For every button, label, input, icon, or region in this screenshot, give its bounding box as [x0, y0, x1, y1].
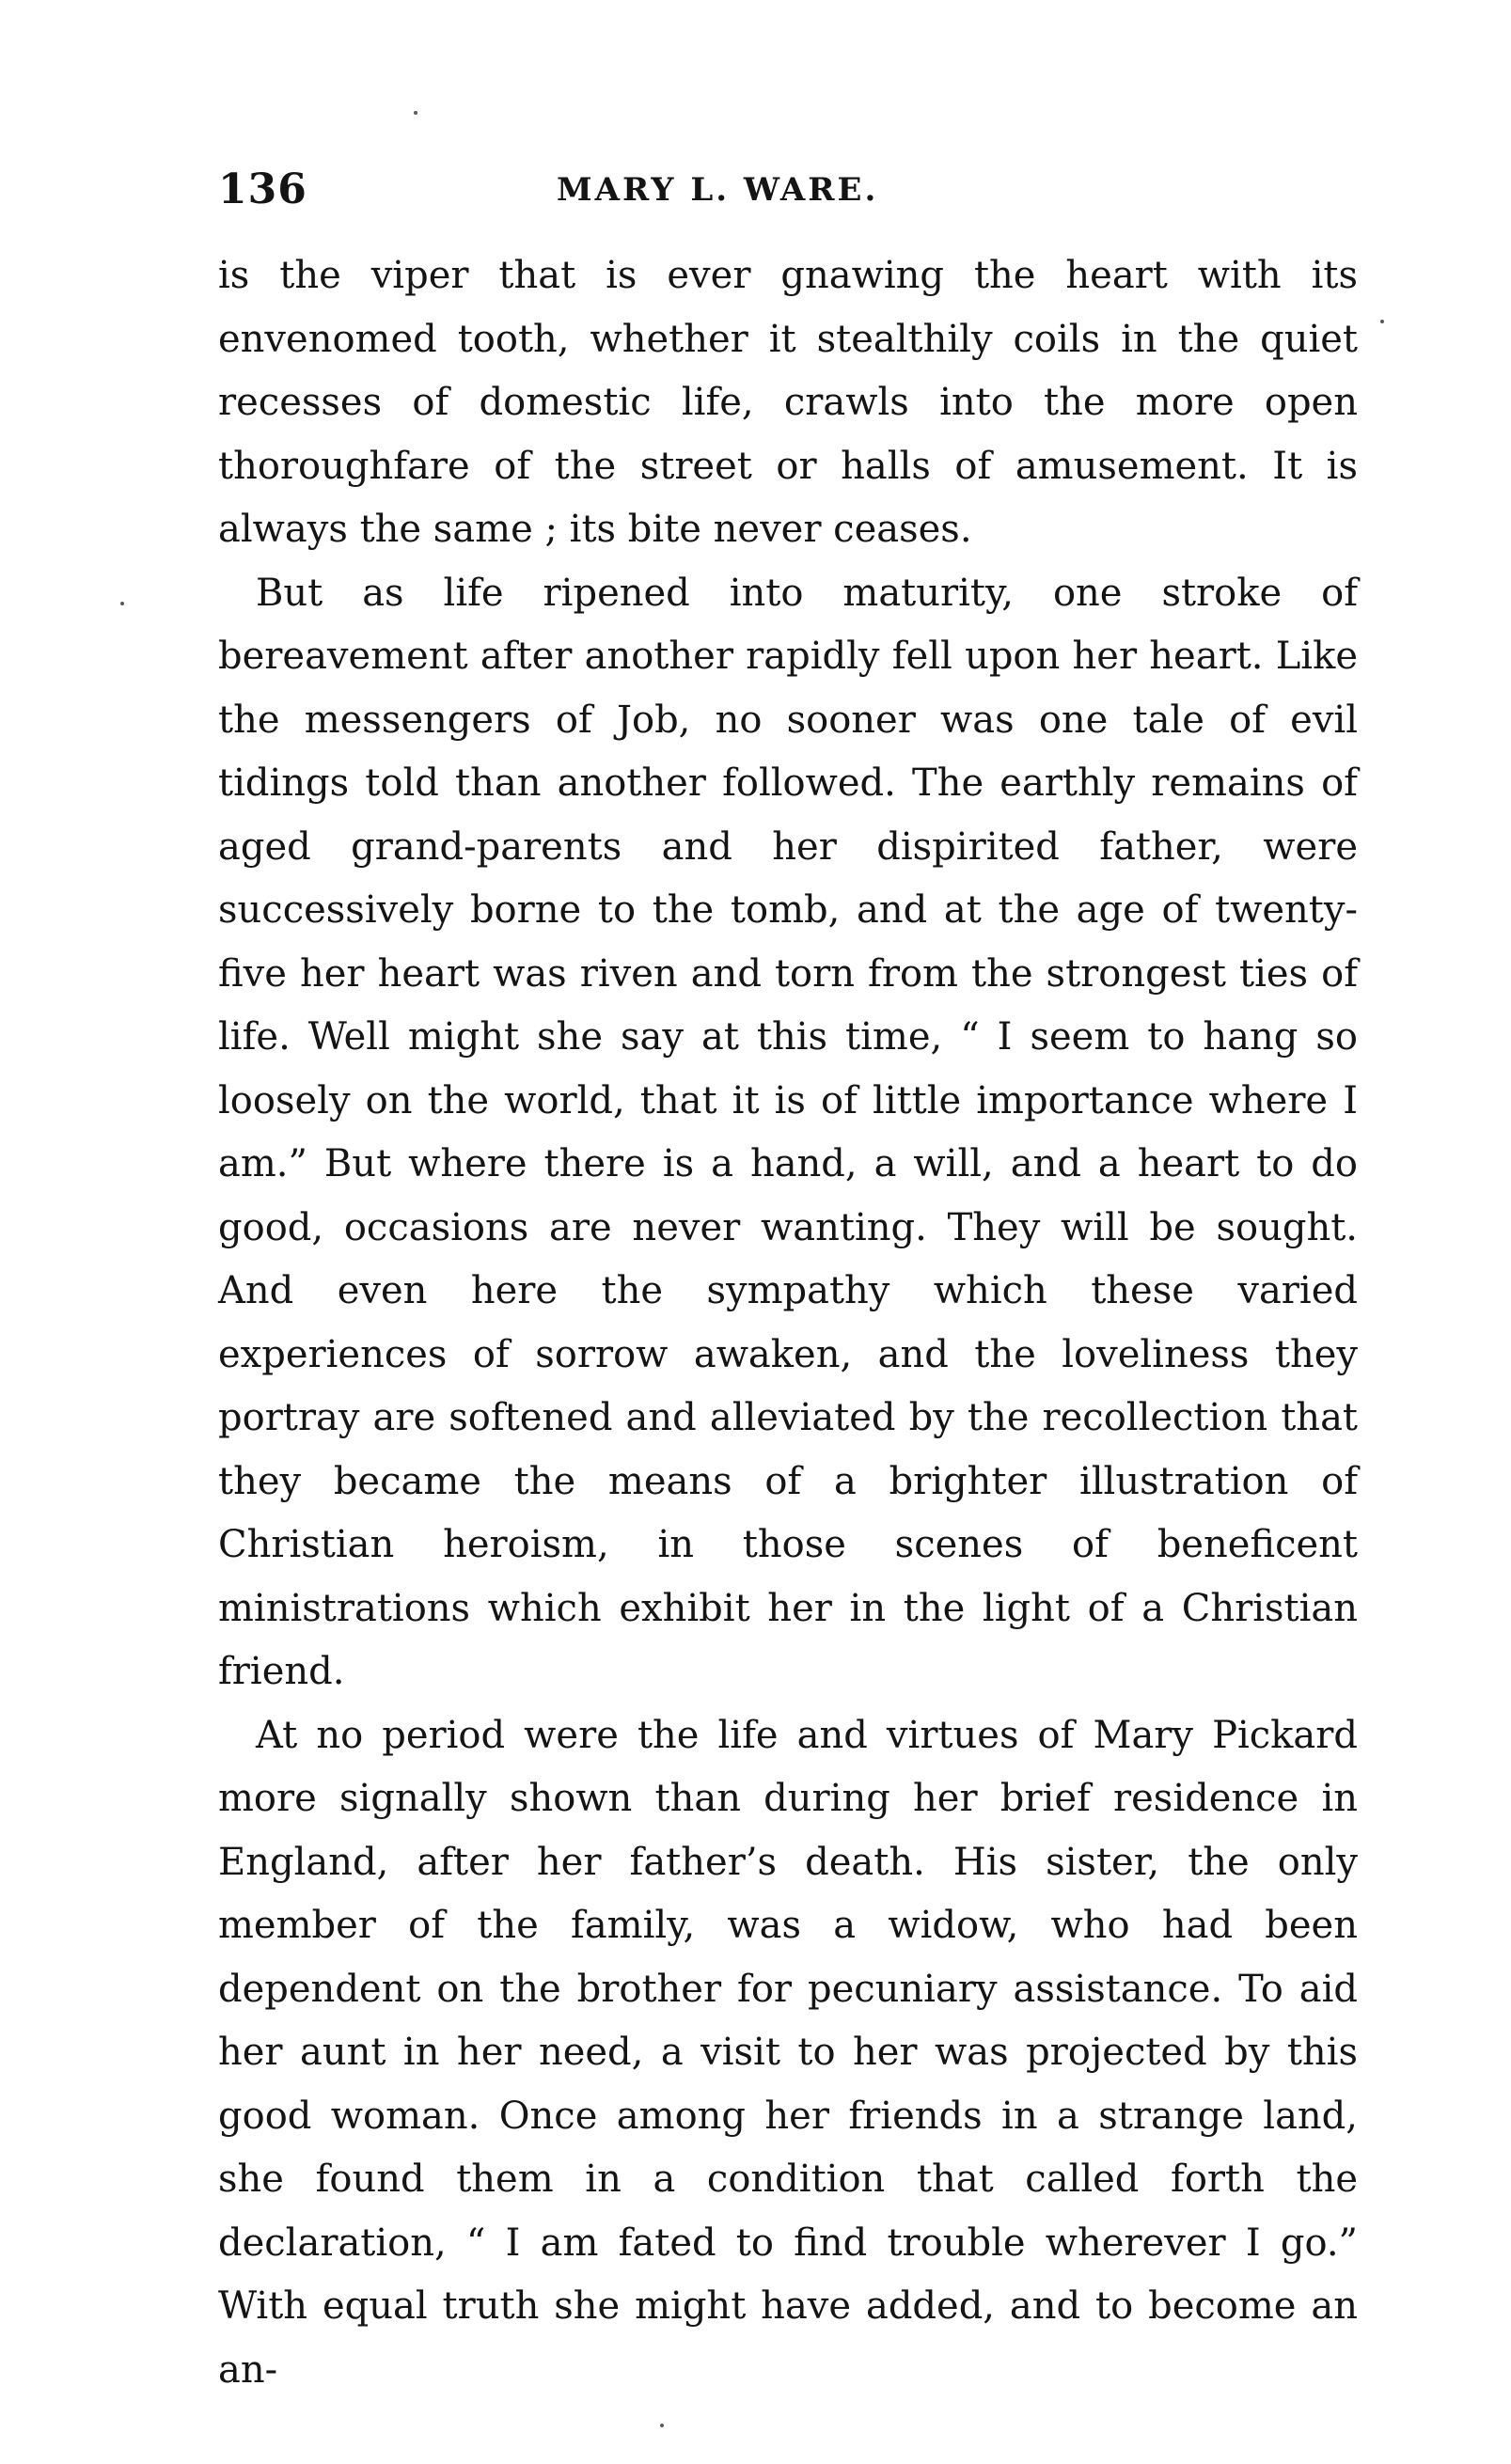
paper-speck: [1380, 320, 1384, 323]
page-number: 136: [218, 165, 307, 213]
paper-speck: [120, 602, 124, 605]
paragraph-2: But as life ripened into maturity, one stroke of bereavement after another rapidly fell upon her heart. Like the messengers of Job, no sooner was one tale of evil tidings told than another followed. The earthly remains of aged grand-parents and her dispirited father, were successively borne to the tomb, and at the age of twenty-five her heart was riven and torn from the strongest ties of life. Well might she say at this time, “ I seem to hang so loosely on the world, that it is of little importance where I am.” But where there is a hand, a will, and a heart to do good, occasions are never wanting. They will be sought. And even here the sympathy which these varied experiences of sorrow awaken, and the loveliness they portray are softened and alleviated by the recollection that they became the means of a brighter illustration of Christian heroism, in those scenes of beneficent ministrations which exhibit her in the light of a Christian friend.: [218, 571, 1358, 1693]
paper-speck: [660, 2424, 664, 2427]
page-header: [218, 165, 1346, 222]
paragraph-1: is the viper that is ever gnawing the heart with its envenomed tooth, whether it stealthily coils in the quiet recesses of domestic life, crawls into the more open thoroughfare of the street or halls of amusement. It is always the same ; its bite never ceases.: [218, 254, 1358, 551]
body-text: [218, 244, 1358, 2402]
running-title: MARY L. WARE.: [557, 171, 879, 209]
paper-speck: [414, 111, 417, 115]
paragraph-3: At no period were the life and virtues of Mary Pickard more signally shown than during her brief residence in England, after her father’s death. His sister, the only member of the family, was a widow, who had been dependent on the brother for pecuniary assistance. To aid her aunt in her need, a visit to her was projected by this good woman. Once among her friends in a strange land, she found them in a condition that called forth the declaration, “ I am fated to find trouble wherever I go.” With equal truth she might have added, and to become an an-: [218, 1713, 1358, 2392]
